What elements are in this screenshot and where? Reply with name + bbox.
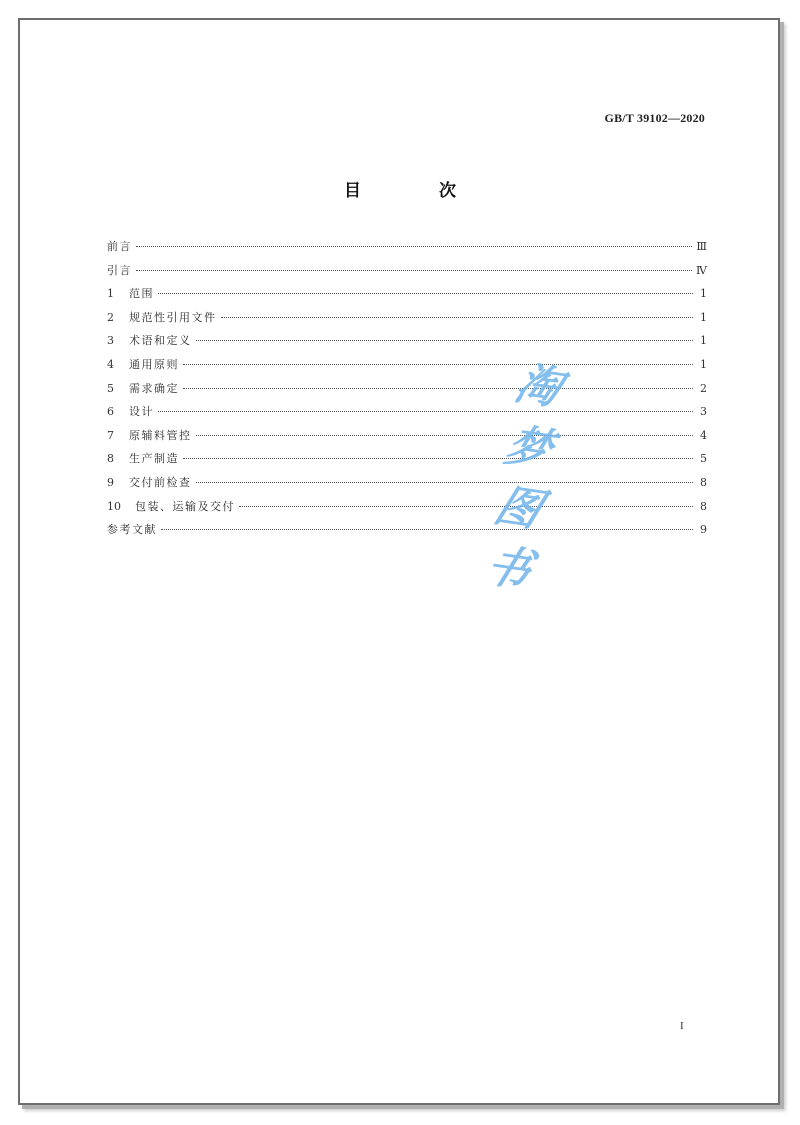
toc-dot-leader: [158, 411, 693, 412]
toc-entry[interactable]: [107, 521, 707, 545]
toc-entry[interactable]: [107, 238, 707, 262]
toc-entry-label: 前言: [107, 240, 132, 253]
toc-entry-page: 1: [700, 287, 707, 301]
toc-entry-page: 2: [700, 381, 707, 395]
toc-dot-leader: [221, 317, 694, 318]
page-title: 目 次: [344, 181, 492, 201]
toc-entry-page: 9: [700, 523, 707, 537]
toc-entry-label: 参考文献: [107, 523, 157, 537]
toc-entry-page: 3: [700, 405, 707, 419]
toc-entry-label: 需求确定: [129, 381, 179, 395]
toc-entry[interactable]: [107, 474, 707, 498]
toc-dot-leader: [239, 506, 693, 507]
watermark-char: 淘: [508, 358, 569, 415]
toc-entry-label: 交付前检查: [129, 475, 192, 489]
toc-dot-leader: [158, 293, 693, 294]
toc-dot-leader: [183, 458, 693, 459]
toc-entry[interactable]: [107, 262, 707, 286]
toc-dot-leader: [183, 388, 693, 389]
toc-entry-number: 7: [107, 428, 114, 442]
toc-entry-label: 规范性引用文件: [129, 310, 217, 324]
toc-entry-number: 8: [107, 452, 114, 466]
table-of-contents: [107, 238, 707, 545]
toc-entry-page: 8: [700, 475, 707, 489]
toc-entry[interactable]: [107, 332, 707, 356]
toc-entry-label: 引言: [107, 263, 132, 277]
toc-entry-number: 1: [107, 287, 114, 301]
toc-entry-number: 6: [107, 405, 114, 419]
toc-entry-page: Ⅳ: [696, 263, 707, 277]
toc-entry-label: 生产制造: [129, 452, 179, 466]
toc-dot-leader: [136, 246, 692, 247]
toc-entry[interactable]: [107, 309, 707, 333]
toc-dot-leader: [196, 340, 694, 341]
toc-entry-label: 设计: [129, 405, 154, 419]
toc-dot-leader: [196, 435, 694, 436]
toc-entry-number: 10: [107, 499, 121, 513]
toc-entry-page: 1: [700, 357, 707, 371]
toc-dot-leader: [183, 364, 693, 365]
toc-entry-number: 4: [107, 357, 114, 371]
toc-entry-page: 4: [700, 428, 707, 442]
toc-entry-label: 包装、运输及交付: [135, 499, 235, 513]
toc-entry-number: 2: [107, 310, 114, 324]
toc-entry[interactable]: [107, 498, 707, 522]
toc-entry-page: 1: [700, 310, 707, 324]
toc-entry[interactable]: [107, 285, 707, 309]
watermark-char: 书: [478, 540, 539, 597]
toc-entry[interactable]: [107, 403, 707, 427]
toc-entry-page: 1: [700, 334, 707, 348]
toc-entry-page: 5: [700, 452, 707, 466]
page-number: I: [680, 1020, 684, 1032]
toc-dot-leader: [136, 270, 692, 271]
toc-entry[interactable]: [107, 450, 707, 474]
toc-entry[interactable]: [107, 427, 707, 451]
toc-dot-leader: [161, 529, 693, 530]
toc-entry-number: 3: [107, 334, 114, 348]
toc-entry-page: 8: [700, 499, 707, 513]
toc-entry[interactable]: [107, 380, 707, 404]
toc-entry-label: 范围: [129, 287, 154, 301]
toc-entry[interactable]: [107, 356, 707, 380]
watermark-char: 梦: [498, 420, 559, 477]
toc-dot-leader: [196, 482, 694, 483]
toc-entry-number: 5: [107, 381, 114, 395]
watermark-char: 图: [488, 480, 549, 537]
watermark: [478, 350, 569, 597]
toc-entry-label: 原辅料管控: [129, 428, 192, 442]
toc-entry-label: 术语和定义: [129, 334, 192, 348]
toc-entry-page: Ⅲ: [696, 240, 707, 253]
toc-entry-number: 9: [107, 475, 114, 489]
document-code: GB/T 39102—2020: [604, 111, 705, 125]
toc-entry-label: 通用原则: [129, 357, 179, 371]
